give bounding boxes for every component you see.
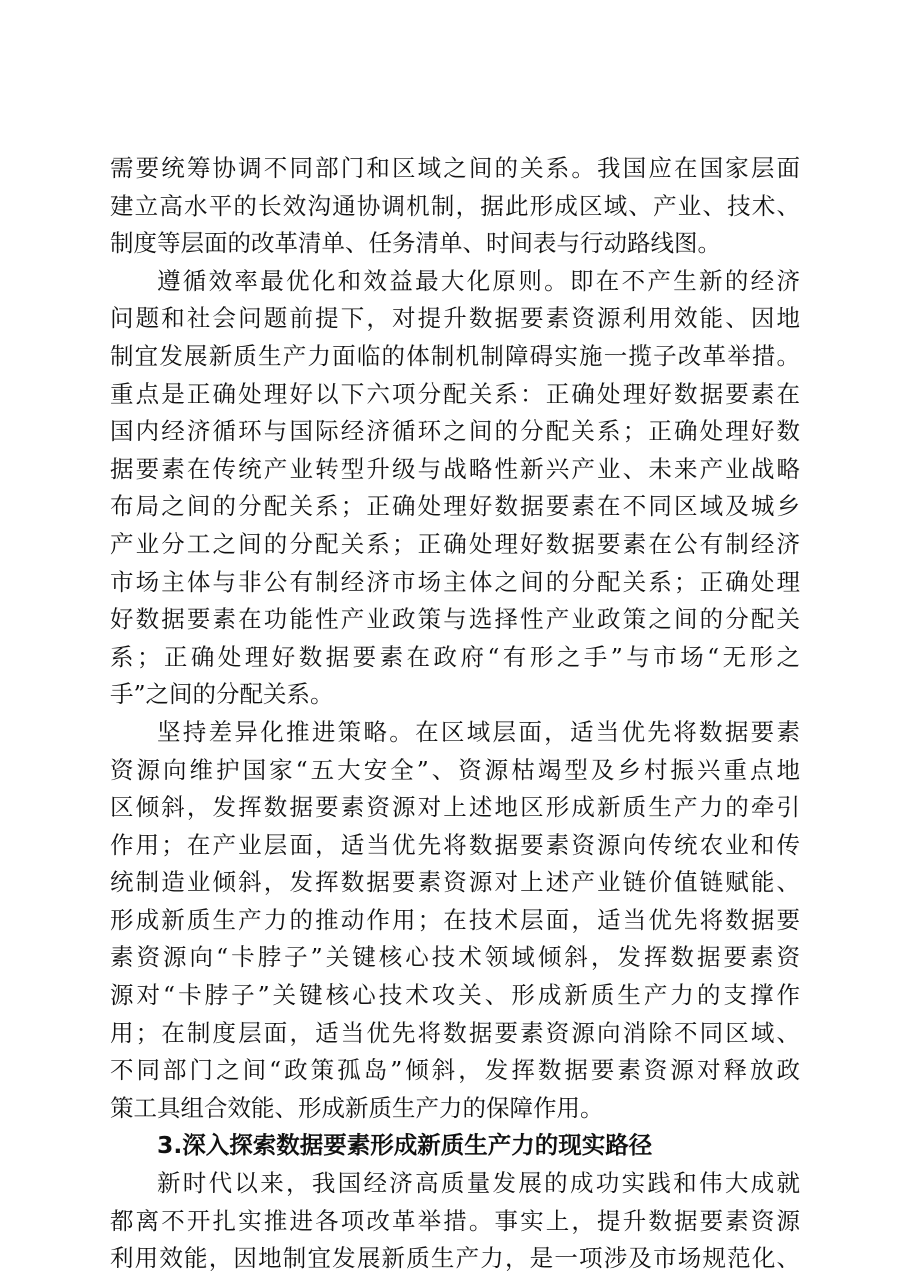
text-line: 新时代以来，我国经济高质量发展的成功实践和伟大成就: [157, 1169, 800, 1198]
text-line: 策工具组合效能、形成新质生产力的保障作用。: [110, 1093, 604, 1122]
text-line: 不同部门之间“政策孤岛”倾斜，发挥数据要素资源对释放政: [110, 1056, 800, 1085]
paragraph-new-era: [110, 1165, 800, 1278]
paragraph-coordination: [110, 150, 800, 263]
text-line: 市场主体与非公有制经济市场主体之间的分配关系；正确处理: [110, 567, 800, 596]
paragraph-differentiated-strategy: [110, 714, 800, 1128]
text-line: 资源向维护国家“五大安全”、资源枯竭型及乡村振兴重点地: [110, 755, 800, 784]
text-line: 系；正确处理好数据要素在政府“有形之手”与市场“无形之: [110, 642, 800, 671]
text-line: 都离不开扎实推进各项改革举措。事实上，提升数据要素资源: [110, 1206, 800, 1235]
text-line: 统制造业倾斜，发挥数据要素资源对上述产业链价值链赋能、: [110, 868, 800, 897]
text-line: 国内经济循环与国际经济循环之间的分配关系；正确处理好数: [110, 417, 800, 446]
text-line: 需要统筹协调不同部门和区域之间的关系。我国应在国家层面: [110, 154, 800, 182]
text-line: 利用效能，因地制宜发展新质生产力，是一项涉及市场规范化、: [110, 1244, 800, 1273]
text-line: 产业分工之间的分配关系；正确处理好数据要素在公有制经济: [110, 529, 800, 558]
text-line: 遵循效率最优化和效益最大化原则。即在不产生新的经济: [157, 266, 800, 295]
text-line: 据要素在传统产业转型升级与战略性新兴产业、未来产业战略: [110, 454, 800, 483]
text-line: 手”之间的分配关系。: [110, 680, 334, 709]
text-line: 好数据要素在功能性产业政策与选择性产业政策之间的分配关: [110, 605, 800, 634]
text-line: 重点是正确处理好以下六项分配关系：正确处理好数据要素在: [110, 379, 800, 408]
text-line: 问题和社会问题前提下，对提升数据要素资源利用效能、因地: [110, 304, 800, 333]
text-line: 制度等层面的改革清单、任务清单、时间表与行动路线图。: [110, 229, 721, 258]
text-line: 建立高水平的长效沟通协调机制，据此形成区域、产业、技术、: [110, 191, 800, 220]
text-line: 区倾斜，发挥数据要素资源对上述地区形成新质生产力的牵引: [110, 793, 800, 822]
section-heading: 3.深入探索数据要素形成新质生产力的现实路径: [157, 1131, 653, 1160]
text-line: 制宜发展新质生产力面临的体制机制障碍实施一揽子改革举措。: [110, 341, 800, 370]
text-line: 布局之间的分配关系；正确处理好数据要素在不同区域及城乡: [110, 492, 800, 521]
text-line: 作用；在产业层面，适当优先将数据要素资源向传统农业和传: [110, 830, 800, 859]
text-line: 坚持差异化推进策略。在区域层面，适当优先将数据要素: [157, 717, 800, 746]
text-line: 用；在制度层面，适当优先将数据要素资源向消除不同区域、: [110, 1018, 800, 1047]
paragraph-efficiency-principle: [110, 263, 800, 714]
text-line: 源对“卡脖子”关键核心技术攻关、形成新质生产力的支撑作: [110, 981, 800, 1010]
text-line: 形成新质生产力的推动作用；在技术层面，适当优先将数据要: [110, 905, 800, 934]
text-line: 素资源向“卡脖子”关键核心技术领域倾斜，发挥数据要素资: [110, 943, 800, 972]
document-body: [110, 150, 800, 1278]
